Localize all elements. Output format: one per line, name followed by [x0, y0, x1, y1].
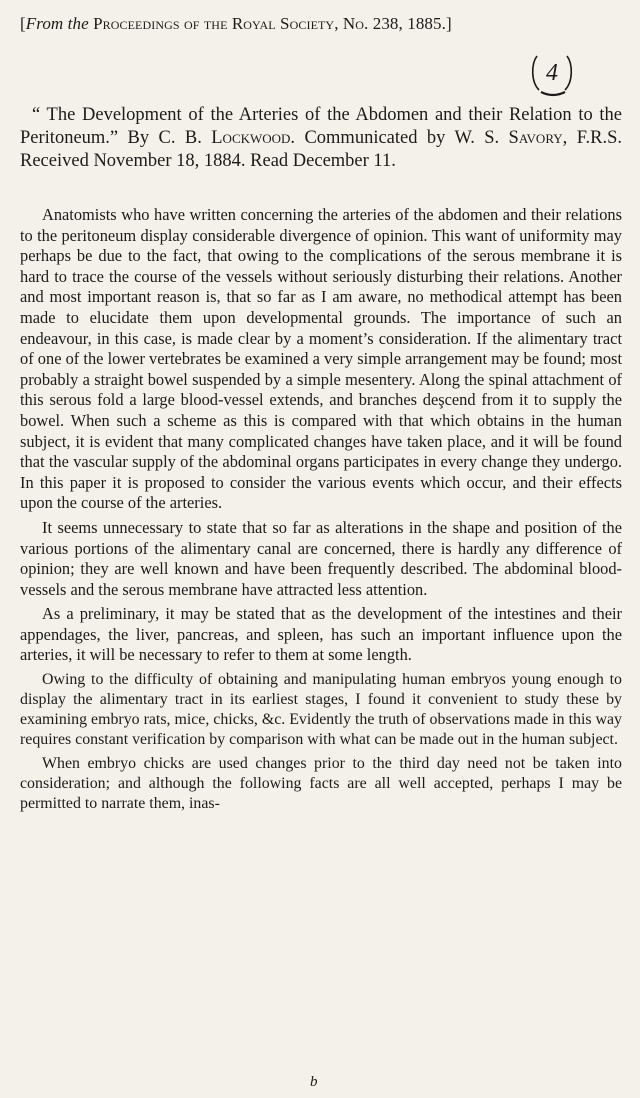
- communicator-name: Savory: [508, 128, 563, 148]
- paper-title-block: [20, 104, 622, 173]
- paragraph-3: As a preliminary, it may be stated that as the development of the intestines and their appendages, the liver, pancreas, and spleen, has such an important influence upon the arteries, it will be necessary to refer to them at some length.: [20, 604, 622, 665]
- header-open-bracket: [: [20, 14, 26, 33]
- title-dates: Received November 18, 1884. Read December 11.: [20, 151, 396, 171]
- header-source: Proceedings of the Royal Society, No. 238, 1885.: [88, 14, 446, 33]
- title-communicated: Communicated by W. S.: [295, 128, 509, 148]
- header-source-italic: From the: [25, 14, 89, 33]
- paragraph-4: Owing to the difficulty of obtaining and manipulating human embryos young enough to display the alimentary tract in its earliest stages, I found it convenient to study these by examining embryo rats, mice, chicks, &c. Evidently the truth of observations made in this way requires constant verification by comparison with what can be made out in the human subject.: [20, 671, 622, 749]
- stamp-glyph: 4: [546, 60, 558, 86]
- paper-title: “ The Development of the Arteries of the Abdomen and their Relation to the Peritoneum.”: [20, 105, 622, 148]
- paragraph-5: When embryo chicks are used changes prior to the third day need not be taken into consideration; and although the following facts are all well accepted, perhaps I may be permitted to narrate them, inas-: [20, 755, 622, 813]
- header-close-bracket: ]: [445, 14, 452, 33]
- title-by: By C. B.: [118, 128, 212, 148]
- title-frs: , F.R.S.: [562, 128, 623, 148]
- signature-mark: b: [310, 1074, 318, 1090]
- running-header: [20, 14, 452, 34]
- library-stamp-icon: [527, 48, 577, 98]
- body-text: [20, 205, 622, 818]
- paragraph-2: It seems unnecessary to state that so far as alterations in the shape and position of the various portions of the alimentary canal are concerned, there is hardly any difference of opinion; they are well known and have been frequently described. The abdominal blood-vessels and the serous membrane have attracted less attention.: [20, 517, 622, 599]
- paragraph-1: Anatomists who have written concerning the arteries of the abdomen and their relations to the peritoneum display considerable divergence of opinion. This want of uniformity may perhaps be due to the fact, that owing to the complications of the serous membrane it is hard to trace the course of the vessels without seriously disturbing their relations. Another and most important reason is, that so far as I am aware, no methodical attempt has been made to elucidate them upon developmental grounds. The importance of such an endeavour, in this case, is made clear by a moment’s consideration. If the alimentary tract of one of the lower vertebrates be examined a very simple arrangement may be found; most probably a straight bowel suspended by a simple mesentery. Along the spinal attachment of this serous fold a large blood-vessel extends, and branches deşcend from it to supply the bowel. When such a scheme as this is compared with that which obtains in the human subject, it is evident that many complicated changes have taken place, and it will be found that the vascular supply of the abdominal organs participates in every change they undergo. In this paper it is proposed to consider the various events which occur, and their effects upon the course of the arteries.: [20, 205, 622, 513]
- author-name: Lockwood.: [211, 128, 296, 148]
